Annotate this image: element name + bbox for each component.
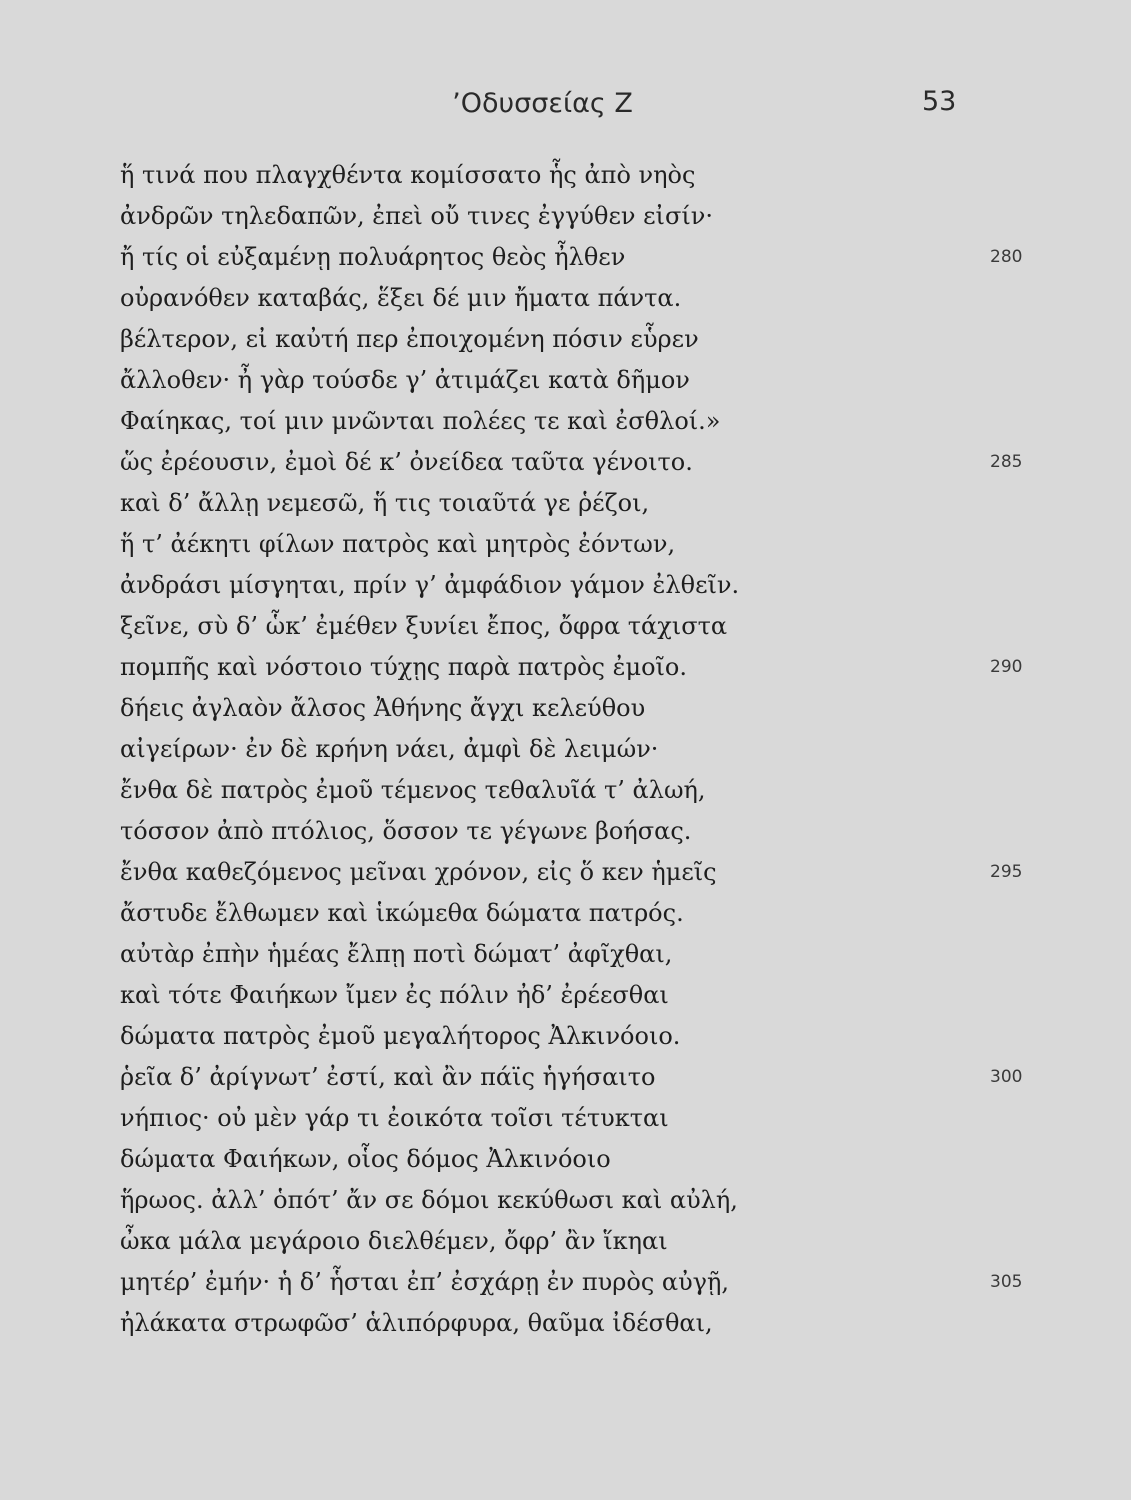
line-number: 290 [990,657,1023,677]
verse-line [120,1221,1120,1262]
verse-text: ξεῖνε, σὺ δ’ ὧκ’ ἐμέθεν ξυνίει ἔπος, ὄφρα τάχιστα [120,612,728,640]
verse-line [120,319,1120,360]
verse-text: πομπῆς καὶ νόστοιο τύχῃς παρὰ πατρὸς ἐμοῖο. [120,653,688,681]
verse-text: ἄλλοθεν· ἦ γὰρ τούσδε γ’ ἀτιμάζει κατὰ δῆμον [120,366,690,394]
verse-line [120,483,1120,524]
verse-text: ἠλάκατα στρωφῶσ’ ἁλιπόρφυρα, θαῦμα ἰδέσθαι, [120,1309,713,1337]
line-number: 280 [990,247,1023,267]
verse-line [120,278,1120,319]
verse-line [120,155,1120,196]
verse-block [120,155,1120,1344]
verse-line [120,893,1120,934]
line-number: 305 [990,1272,1023,1292]
verse-line [120,811,1120,852]
verse-line [120,1098,1120,1139]
verse-line [120,360,1120,401]
verse-text: δώματα πατρὸς ἐμοῦ μεγαλήτορος Ἀλκινόοιο. [120,1022,681,1050]
verse-text: δήεις ἀγλαὸν ἄλσος Ἀθήνης ἄγχι κελεύθου [120,694,646,722]
verse-text: καὶ δ’ ἄλλῃ νεμεσῶ, ἥ τις τοιαῦτά γε ῥέζοι, [120,489,650,517]
verse-text: ἀνδράσι μίσγηται, πρίν γ’ ἀμφάδιον γάμον ἐλθεῖν. [120,571,740,599]
verse-text: βέλτερον, εἰ καὐτή περ ἐποιχομένη πόσιν εὗρεν [120,325,699,353]
verse-line [120,606,1120,647]
verse-line [120,647,1120,688]
verse-line [120,1180,1120,1221]
verse-text: ῥεῖα δ’ ἀρίγνωτ’ ἐστί, καὶ ἂν πάϊς ἡγήσαιτο [120,1063,656,1091]
verse-text: ἔνθα δὲ πατρὸς ἐμοῦ τέμενος τεθαλυῖά τ’ ἀλωή, [120,776,706,804]
verse-text: ἥρωος. ἀλλ’ ὁπότ’ ἄν σε δόμοι κεκύθωσι καὶ αὐλή, [120,1186,738,1214]
verse-text: ὥς ἐρέουσιν, ἐμοὶ δέ κ’ ὀνείδεα ταῦτα γένοιτο. [120,448,693,476]
verse-line [120,442,1120,483]
verse-text: οὐρανόθεν καταβάς, ἕξει δέ μιν ἤματα πάντα. [120,284,682,312]
verse-text: τόσσον ἀπὸ πτόλιος, ὅσσον τε γέγωνε βοήσας. [120,817,692,845]
line-number: 300 [990,1067,1023,1087]
verse-text: ἥ τ’ ἀέκητι φίλων πατρὸς καὶ μητρὸς ἐόντων, [120,530,676,558]
verse-line [120,565,1120,606]
line-number: 295 [990,862,1023,882]
verse-text: ἔνθα καθεζόμενος μεῖναι χρόνον, εἰς ὅ κεν ἡμεῖς [120,858,717,886]
verse-text: ἀνδρῶν τηλεδαπῶν, ἐπεὶ οὔ τινες ἐγγύθεν εἰσίν· [120,202,713,230]
verse-text: δώματα Φαιήκων, οἷος δόμος Ἀλκινόοιο [120,1145,611,1173]
verse-line [120,401,1120,442]
verse-line [120,1303,1120,1344]
verse-line [120,770,1120,811]
verse-line [120,524,1120,565]
verse-line [120,196,1120,237]
verse-text: καὶ τότε Φαιήκων ἴμεν ἐς πόλιν ἠδ’ ἐρέεσθαι [120,981,669,1009]
verse-text: ἄστυδε ἔλθωμεν καὶ ἱκώμεθα δώματα πατρός. [120,899,684,927]
verse-line [120,852,1120,893]
verse-line [120,1262,1120,1303]
verse-text: αἰγείρων· ἐν δὲ κρήνη νάει, ἀμφὶ δὲ λειμών· [120,735,659,763]
verse-line [120,975,1120,1016]
verse-line [120,1139,1120,1180]
verse-text: ἤ τίς οἱ εὐξαμένῃ πολυάρητος θεὸς ἦλθεν [120,243,626,271]
verse-line [120,934,1120,975]
verse-text: αὐτὰρ ἐπὴν ἡμέας ἔλπῃ ποτὶ δώματ’ ἀφῖχθαι, [120,940,673,968]
verse-line [120,688,1120,729]
verse-text: ὦκα μάλα μεγάροιο διελθέμεν, ὄφρ’ ἂν ἵκηαι [120,1227,668,1255]
verse-text: μητέρ’ ἐμήν· ἡ δ’ ἧσται ἐπ’ ἐσχάρῃ ἐν πυρὸς αὐγῇ, [120,1268,730,1296]
verse-text: νήπιος· οὐ μὲν γάρ τι ἐοικότα τοῖσι τέτυκται [120,1104,669,1132]
page-number: 53 [922,86,957,117]
verse-text: Φαίηκας, τοί μιν μνῶνται πολέες τε καὶ ἐσθλοί.» [120,407,721,435]
line-number: 285 [990,452,1023,472]
verse-line [120,729,1120,770]
verse-line [120,1057,1120,1098]
verse-text: ἥ τινά που πλαγχθέντα κομίσσατο ἧς ἀπὸ νηὸς [120,161,696,189]
verse-line [120,237,1120,278]
running-header-title: ’Οδυσσείας Ζ [452,88,633,119]
verse-line [120,1016,1120,1057]
